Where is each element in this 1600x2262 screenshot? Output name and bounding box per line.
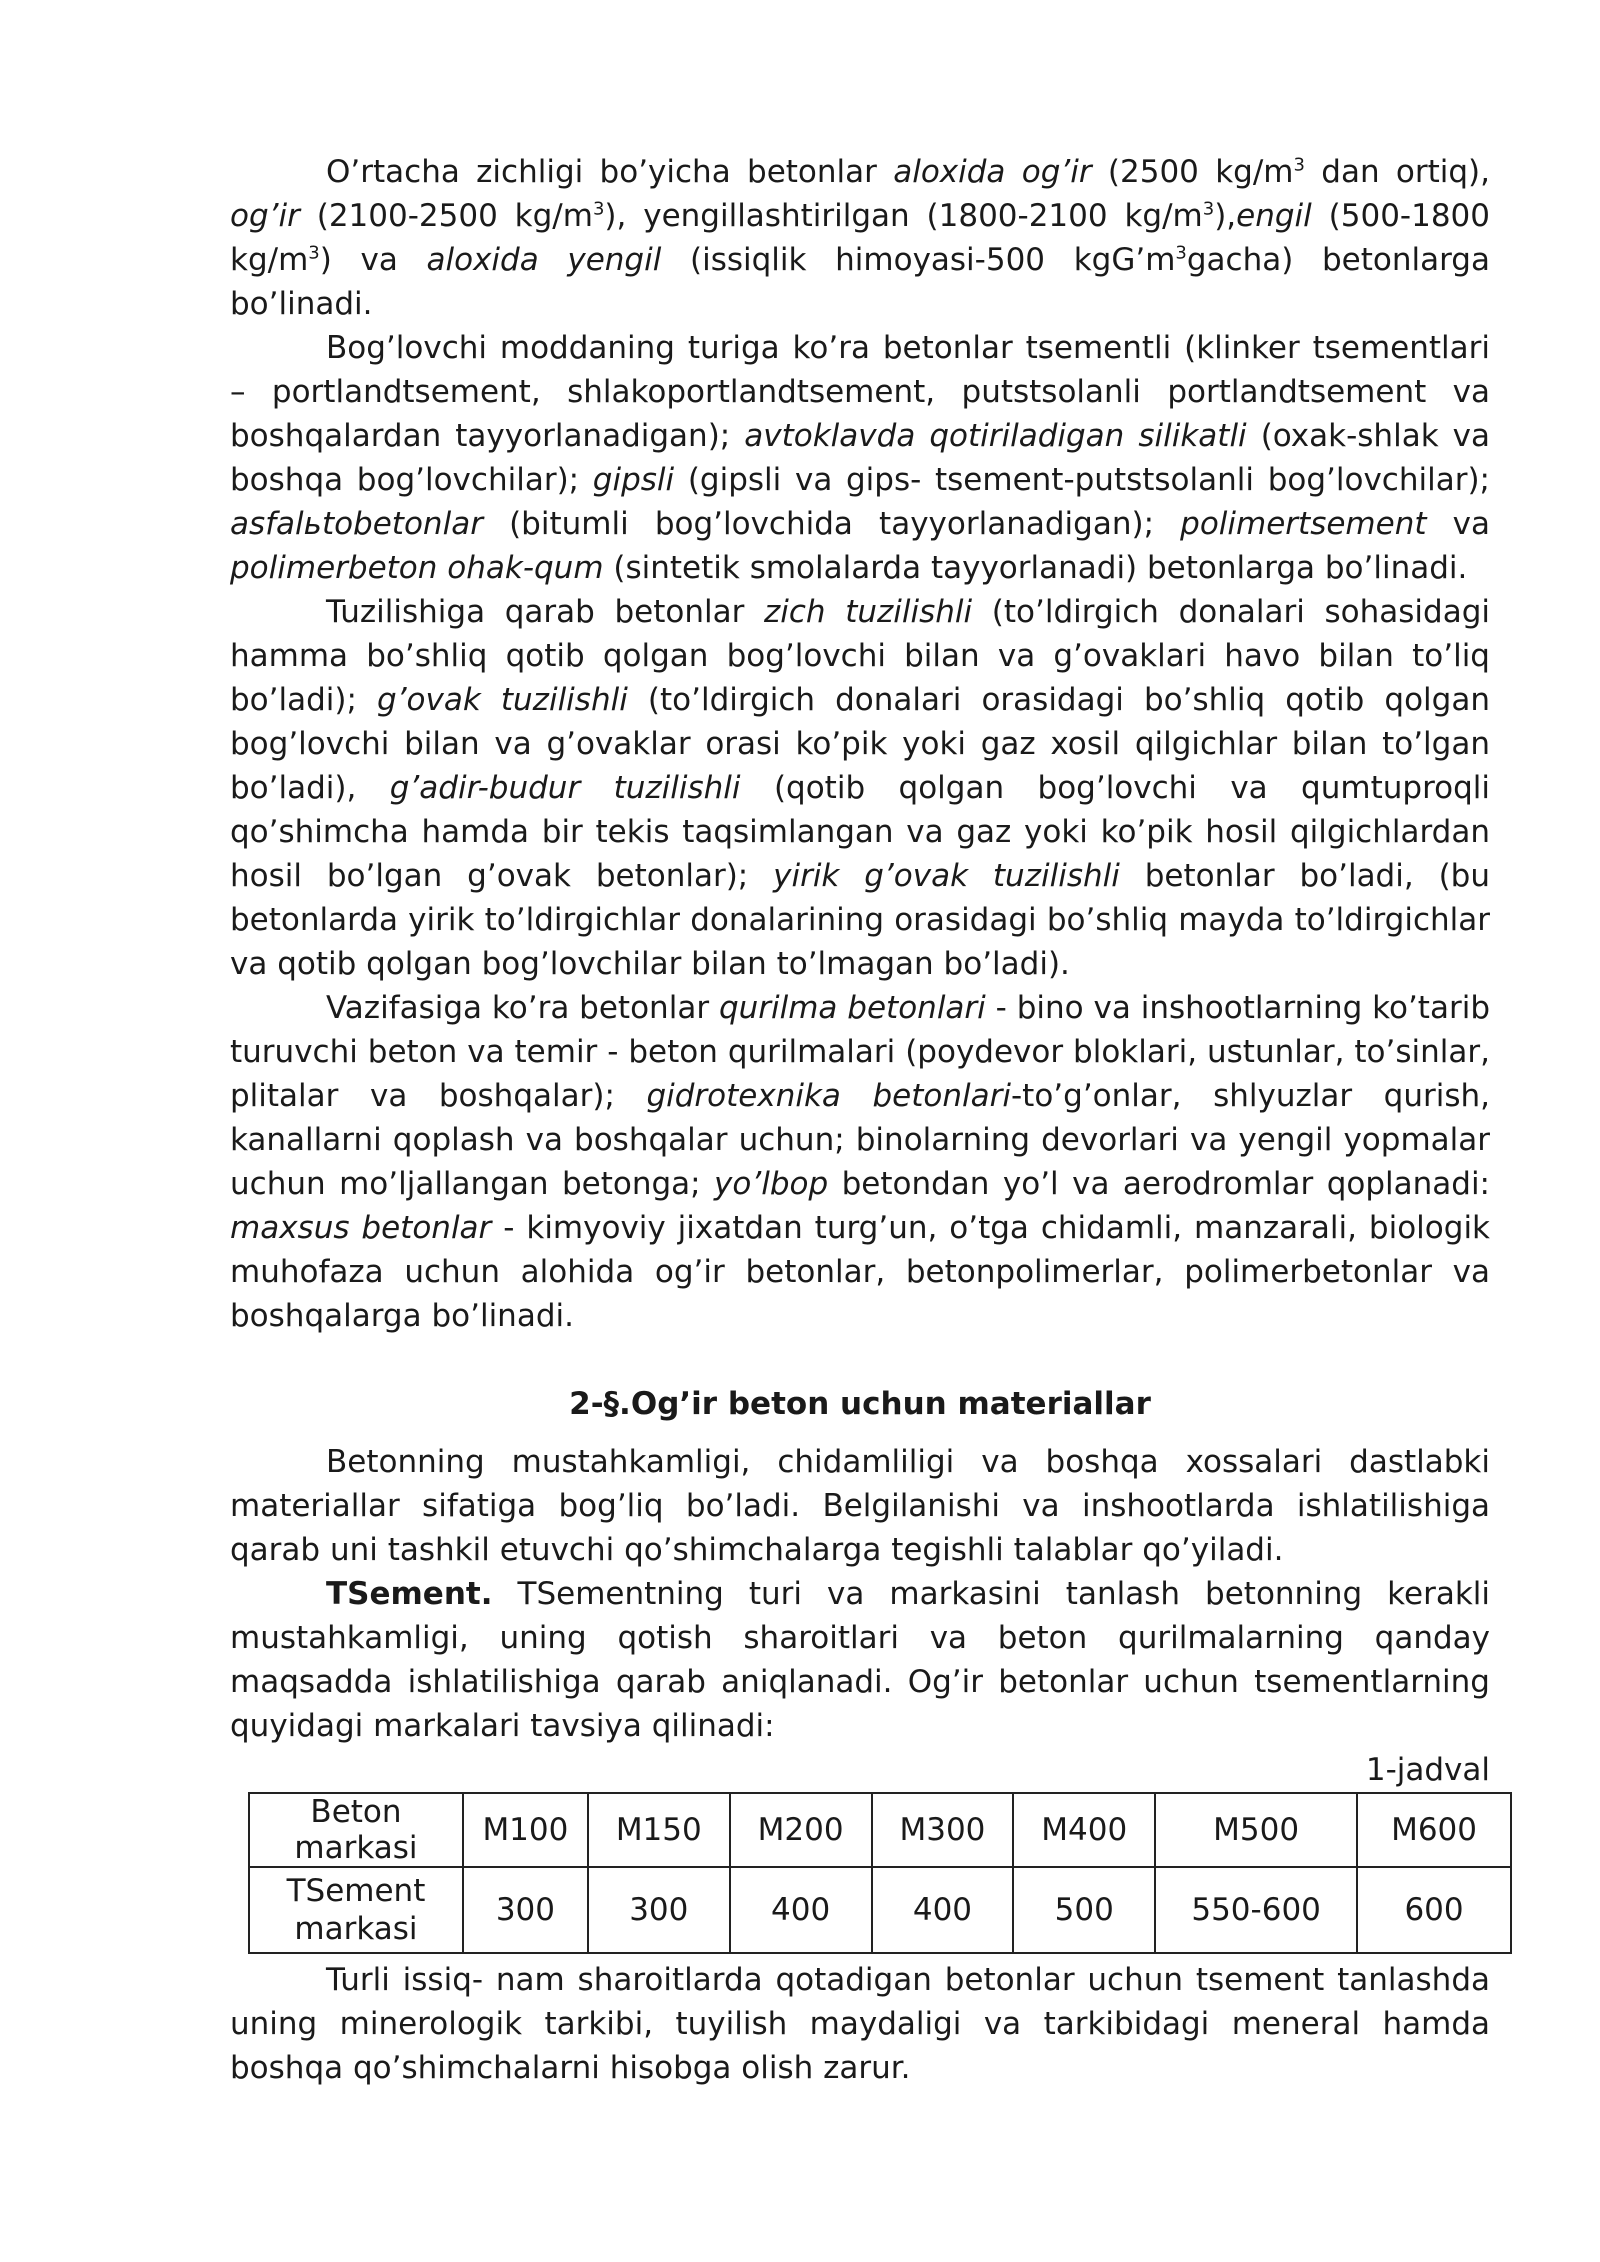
text-run: (500-1800 kg/m — [230, 198, 1490, 278]
italic-term: gipsli — [592, 462, 675, 498]
text-run: - bino va inshootlarning ko’tarib turuvchi beton va temir - beton qurilmalari (poydevor bloklari, ustunlar, to’sinlar, plitalar va boshqalar); — [230, 990, 1490, 1114]
cement-grade-table — [248, 1792, 1512, 1954]
italic-term: polimertsement — [1180, 506, 1427, 542]
superscript: 3 — [1202, 198, 1215, 220]
italic-term: aloxida og’ir — [893, 154, 1092, 190]
table-caption: 1-jadval — [1365, 1752, 1490, 1788]
table-row — [249, 1867, 1511, 1953]
table-cell: 400 — [730, 1867, 872, 1953]
paragraph-binder-classification — [230, 326, 1490, 590]
text-run: dan ortiq), — [1304, 154, 1491, 190]
text-run: Tuzilishiga qarab betonlar — [326, 594, 764, 630]
text-run: (bitumli bog’lovchida tayyorlanadigan); — [482, 506, 1181, 542]
table-cell: M600 — [1357, 1793, 1511, 1867]
italic-term: yirik g’ovak tuzilishli — [773, 858, 1120, 894]
table-cell: 600 — [1357, 1867, 1511, 1953]
italic-term: zich tuzilishli — [763, 594, 973, 630]
text-run: (gipsli va gips- tsement-putstsolanli bog’lovchilar); — [674, 462, 1490, 498]
text-run: (issiqlik himoyasi-500 kgG’m — [661, 242, 1176, 278]
text-run: (2100-2500 kg/m — [299, 198, 593, 234]
superscript: 3 — [308, 242, 320, 264]
document-page — [230, 150, 1490, 2090]
text-run: (sintetik smolalarda tayyorlanadi) betonlarga bo’linadi. — [603, 550, 1468, 586]
text-run: Vazifasiga ko’ra betonlar — [326, 990, 719, 1026]
table-cell: 500 — [1013, 1867, 1155, 1953]
table-cell: 550-600 — [1155, 1867, 1357, 1953]
text-run: (2500 kg/m — [1091, 154, 1294, 190]
paragraph-density-classification — [230, 150, 1490, 326]
text-run: (oxak-shlak va boshqa bog’lovchilar); — [230, 418, 1491, 498]
text-run: Bog’lovchi moddaning turiga ko’ra betonlar tsementli (klinker tsementlari – portlandtsement, shlakoportlandtsement, putstsolanli portlandtsement va boshqalardan tayyorlanadigan); — [230, 330, 1490, 454]
paragraph-materials-intro: Betonning mustahkamligi, chidamliligi va boshqa xossalari dastlabki materiallar sifatiga bog’liq bo’ladi. Belgilanishi va inshootlarda ishlatilishiga qarab uni tashkil etuvchi qo’shimchalarga tegishli talablar qo’yiladi. — [230, 1444, 1490, 1568]
section-heading: 2-§.Og’ir beton uchun materiallar — [569, 1386, 1151, 1422]
superscript: 3 — [592, 198, 605, 220]
table-cell: M200 — [730, 1793, 872, 1867]
table-row — [249, 1793, 1511, 1867]
text-run: betonlar bo’ladi, (bu betonlarda yirik to’ldirgichlar donalarining orasidagi bo’shliq mayda to’ldirgichlar va qotib qolgan bog’lovchilar bilan to’lmagan bo’ladi). — [230, 858, 1490, 982]
paragraph-structure-classification — [230, 590, 1490, 986]
text-run: - kimyoviy jixatdan turg’un, o’tga chidamli, manzarali, biologik muhofaza uchun alohida og’ir betonlar, betonpolimerlar, polimerbetonlar va boshqalarga bo’linadi. — [230, 1210, 1491, 1334]
italic-term: yo’lbop — [714, 1166, 829, 1202]
superscript: 3 — [1175, 242, 1187, 264]
italic-term: engil — [1236, 198, 1312, 234]
paragraph-purpose-classification — [230, 986, 1490, 1338]
italic-term: aloxida yengil — [426, 242, 662, 278]
italic-term: polimerbeton ohak-qum — [230, 550, 604, 586]
text-run: ), — [1214, 198, 1237, 234]
text-run: (qotib qolgan bog’lovchi va qumtuproqli qo’shimcha hamda bir tekis taqsimlangan va gaz yoki ko’pik hosil qilgichlardan hosil bo’lgan g’ovak betonlar); — [230, 770, 1490, 894]
table-cell: Beton markasi — [249, 1793, 463, 1867]
table-cell: M500 — [1155, 1793, 1357, 1867]
cell-line: markasi — [294, 1911, 418, 1947]
table-cell: M300 — [872, 1793, 1014, 1867]
text-run: ) va — [319, 242, 427, 278]
text-run: (to’ldirgich donalari orasidagi bo’shliq qotib qolgan bog’lovchi bilan va g’ovaklar orasi ko’pik yoki gaz xosil qilgichlar bilan to’lgan bo’ladi), — [230, 682, 1490, 806]
text-run: (to’ldirgich donalari sohasidagi hamma bo’shliq qotib qolgan bog’lovchi bilan va g’ovaklari havo bilan to’liq bo’ladi); — [230, 594, 1490, 718]
text-run: gacha) betonlarga bo’linadi. — [230, 242, 1490, 322]
table-cell: M150 — [588, 1793, 730, 1867]
text-run: betondan yo’l va aerodromlar qoplanadi: — [828, 1166, 1491, 1202]
text-run: ), yengillashtirilgan (1800-2100 kg/m — [604, 198, 1203, 234]
italic-term: avtoklavda qotiriladigan silikatli — [744, 418, 1247, 454]
paragraph-cement-selection: Turli issiq- nam sharoitlarda qotadigan betonlar uchun tsement tanlashda uning minerologik tarkibi, tuyilish maydaligi va tarkibidagi meneral hamda boshqa qo’shimchalarni hisobga olish zarur. — [230, 1962, 1490, 2086]
italic-term: maxsus betonlar — [230, 1210, 492, 1246]
italic-term: qurilma betonlari — [718, 990, 986, 1026]
italic-term: gidrotexnika betonlari — [646, 1078, 1011, 1114]
table-cell — [249, 1867, 463, 1953]
text-run: -to’g’onlar, shlyuzlar qurish, kanallarni qoplash va boshqalar uchun; binolarning devorlari va yengil yopmalar uchun mo’ljallangan betonga; — [230, 1078, 1490, 1202]
bold-term: TSement. — [326, 1576, 493, 1612]
italic-term: og’ir — [230, 198, 300, 234]
table-cell: 300 — [588, 1867, 730, 1953]
table-cell: M400 — [1013, 1793, 1155, 1867]
italic-term: g’ovak tuzilishli — [377, 682, 628, 718]
text-run: TSementning turi va markasini tanlash betonning kerakli mustahkamligi, uning qotish sharoitlari va beton qurilmalarning qanday maqsadda ishlatilishiga qarab aniqlanadi. Og’ir betonlar uchun tsementlarning quyidagi markalari tavsiya qilinadi: — [230, 1576, 1490, 1744]
text-run: O’rtacha zichligi bo’yicha betonlar — [326, 154, 894, 190]
cell-line: TSement — [286, 1873, 426, 1909]
table-cell: 300 — [463, 1867, 588, 1953]
table-cell: M100 — [463, 1793, 588, 1867]
italic-term: g’adir-budur tuzilishli — [389, 770, 741, 806]
superscript: 3 — [1293, 154, 1305, 176]
paragraph-cement — [230, 1572, 1490, 1748]
italic-term: asfalьtobetonlar — [230, 506, 483, 542]
text-run: va — [1426, 506, 1490, 542]
table-cell: 400 — [872, 1867, 1014, 1953]
